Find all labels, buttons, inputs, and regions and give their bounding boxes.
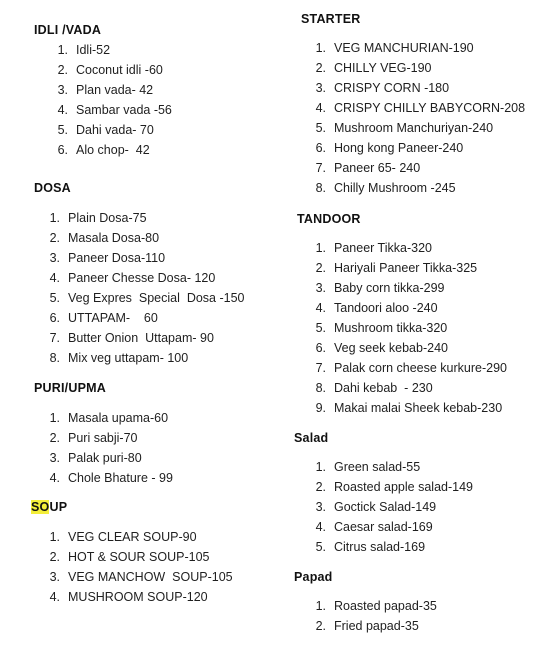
section-heading: DOSA — [34, 181, 71, 195]
menu-item: 4. Chole Bhature - 99 — [49, 471, 173, 485]
item-list — [311, 596, 534, 636]
item-list — [53, 40, 270, 160]
section-heading: STARTER — [301, 12, 361, 26]
section-heading: IDLI /VADA — [34, 23, 102, 37]
menu-item: 5. Mushroom tikka-320 — [315, 321, 448, 335]
menu-item: 1. Paneer Tikka-320 — [315, 241, 432, 255]
menu-item: 3. Paneer Dosa-110 — [49, 251, 166, 265]
menu-item: 3. Plan vada- 42 — [57, 83, 154, 97]
menu-item: 1. Roasted papad-35 — [315, 599, 437, 613]
menu-item: 2. HOT & SOUR SOUP-105 — [49, 550, 210, 564]
section-dosa — [0, 178, 270, 368]
menu-item: 7. Paneer 65- 240 — [315, 161, 421, 175]
menu-item: 3. VEG MANCHOW SOUP-105 — [49, 570, 233, 584]
menu-item: 8. Chilly Mushroom -245 — [315, 181, 456, 195]
menu-item: 5. Citrus salad-169 — [315, 540, 426, 554]
menu-item: 4. Tandoori aloo -240 — [315, 301, 438, 315]
menu-item: 6. Alo chop- 42 — [57, 143, 150, 157]
section-salad — [270, 428, 534, 557]
menu-item: 1. VEG CLEAR SOUP-90 — [49, 530, 197, 544]
item-list — [311, 238, 534, 418]
menu-item: 4. Caesar salad-169 — [315, 520, 433, 534]
section-soup — [0, 497, 270, 607]
menu-item: 7. Palak corn cheese kurkure-290 — [315, 361, 508, 375]
menu-item: 1. Green salad-55 — [315, 460, 421, 474]
section-heading: SOUP — [31, 500, 68, 514]
section-heading: Papad — [294, 570, 333, 584]
highlighter-mark: SO — [31, 500, 50, 514]
menu-item: 4. CRISPY CHILLY BABYCORN-208 — [315, 101, 526, 115]
menu-item: 1. Masala upama-60 — [49, 411, 169, 425]
menu-item: 3. Baby corn tikka-299 — [315, 281, 445, 295]
menu-item: 4. Sambar vada -56 — [57, 103, 172, 117]
menu-item: 6. UTTAPAM- 60 — [49, 311, 158, 325]
section-heading: PURI/UPMA — [34, 381, 106, 395]
section-puri-upma — [0, 378, 270, 488]
section-heading: Salad — [294, 431, 329, 445]
item-list — [45, 527, 270, 607]
menu-item: 4. Paneer Chesse Dosa- 120 — [49, 271, 216, 285]
menu-item: 5. Veg Expres Special Dosa -150 — [49, 291, 245, 305]
menu-item: 2. Hariyali Paneer Tikka-325 — [315, 261, 478, 275]
menu-item: 2. CHILLY VEG-190 — [315, 61, 432, 75]
menu-item: 2. Puri sabji-70 — [49, 431, 138, 445]
menu-item: 3. CRISPY CORN -180 — [315, 81, 450, 95]
section-starter — [270, 9, 534, 198]
menu-item: 2. Masala Dosa-80 — [49, 231, 160, 245]
menu-item: 9. Makai malai Sheek kebab-230 — [315, 401, 503, 415]
section-papad — [270, 567, 534, 636]
menu-item: 4. MUSHROOM SOUP-120 — [49, 590, 208, 604]
menu-item: 2. Roasted apple salad-149 — [315, 480, 473, 494]
menu-item: 1. VEG MANCHURIAN-190 — [315, 41, 474, 55]
menu-item: 6. Hong kong Paneer-240 — [315, 141, 464, 155]
item-list — [45, 208, 270, 368]
menu-item: 1. Idli-52 — [57, 43, 111, 57]
menu-item: 1. Plain Dosa-75 — [49, 211, 147, 225]
section-tandoor — [270, 209, 534, 418]
section-heading: TANDOOR — [297, 212, 361, 226]
menu-item: 8. Dahi kebab - 230 — [315, 381, 433, 395]
menu-item: 3. Palak puri-80 — [49, 451, 142, 465]
menu-item: 3. Goctick Salad-149 — [315, 500, 437, 514]
menu-item: 5. Dahi vada- 70 — [57, 123, 154, 137]
item-list — [311, 457, 534, 557]
menu-item: 5. Mushroom Manchuriyan-240 — [315, 121, 494, 135]
menu-item: 2. Fried papad-35 — [315, 619, 419, 633]
menu-item: 8. Mix veg uttapam- 100 — [49, 351, 189, 365]
item-list — [311, 38, 534, 198]
section-idli-vada — [0, 20, 270, 160]
menu-item: 6. Veg seek kebab-240 — [315, 341, 448, 355]
menu-item: 2. Coconut idli -60 — [57, 63, 163, 77]
menu-item: 7. Butter Onion Uttapam- 90 — [49, 331, 214, 345]
item-list — [45, 408, 270, 488]
